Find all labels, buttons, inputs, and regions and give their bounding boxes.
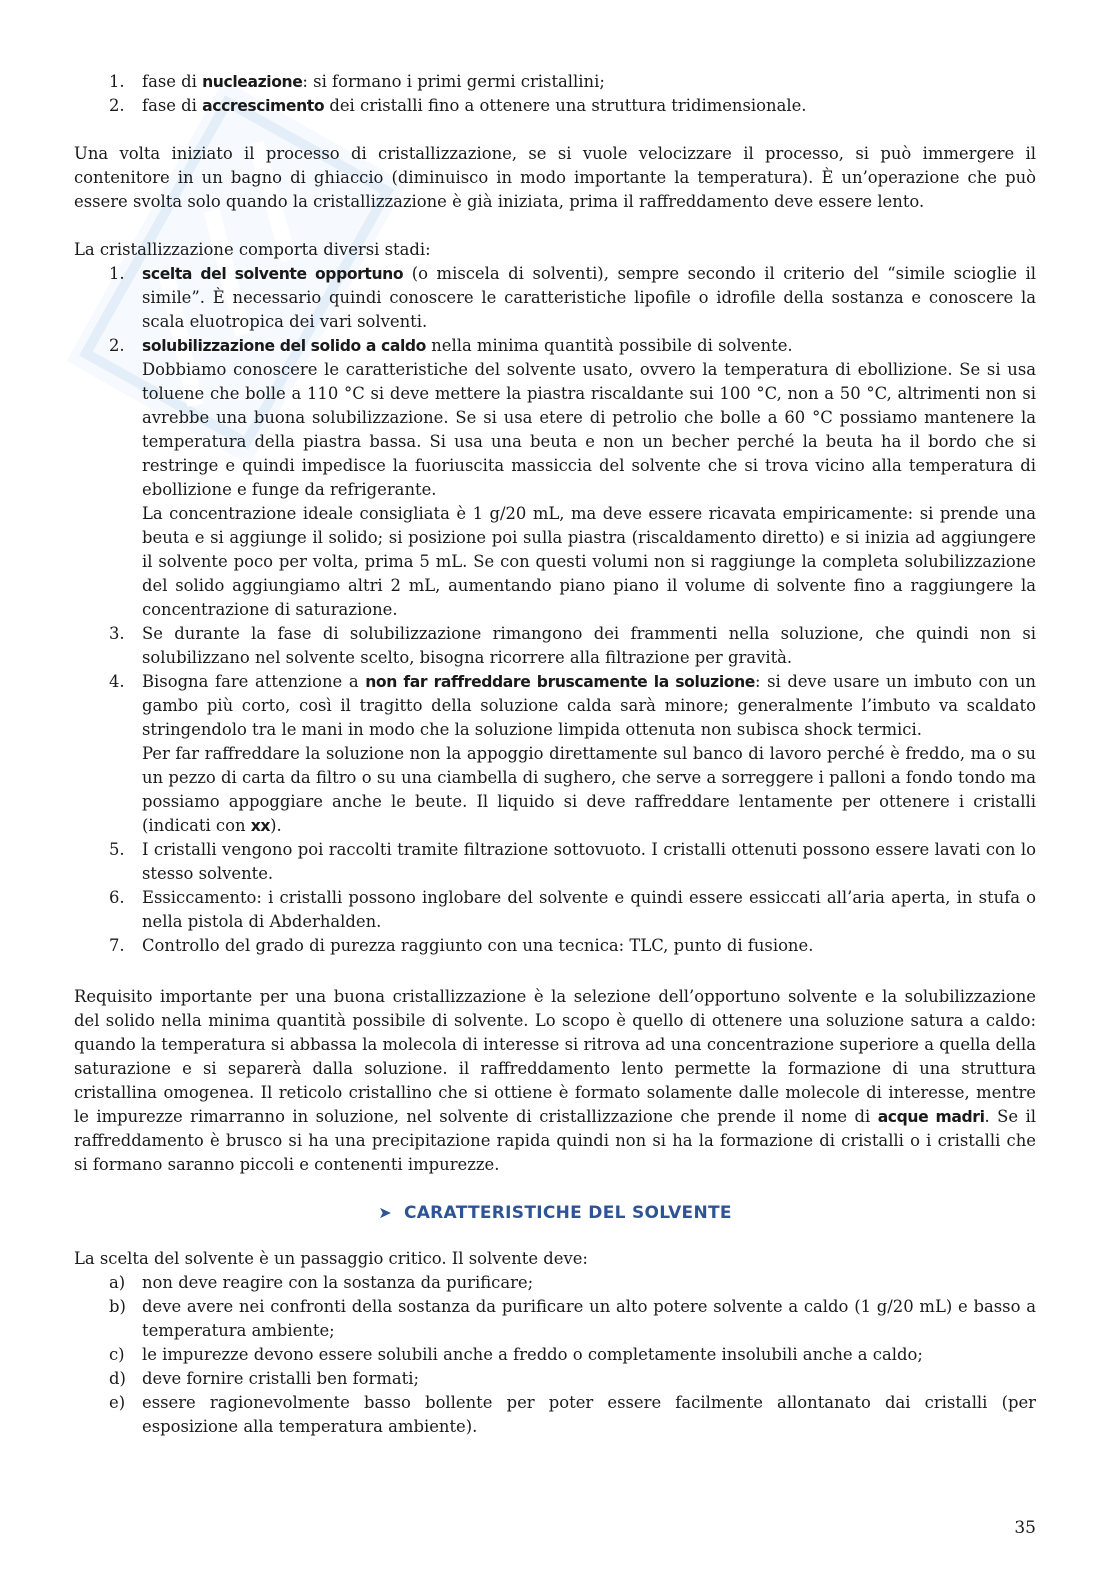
item-text: le impurezze devono essere solubili anche a freddo o completamente insolubili anche a caldo; bbox=[142, 1345, 923, 1364]
list-item bbox=[74, 670, 1036, 838]
section-title: CARATTERISTICHE DEL SOLVENTE bbox=[403, 1203, 732, 1223]
list-item bbox=[74, 1343, 1036, 1367]
paragraph-requisito bbox=[74, 985, 1036, 1177]
document-page bbox=[74, 70, 1036, 1439]
item-text: nella minima quantità possibile di solvente. bbox=[426, 336, 793, 355]
list-item bbox=[74, 70, 1036, 94]
list-letter: e) bbox=[109, 1393, 126, 1412]
paragraph-text: Requisito importante per una buona cristallizzazione è la selezione dell’opportuno solvente e la solubilizzazione del solido nella minima quantità possibile di solvente. Lo scopo è quello di ottenere una soluzione satura a caldo: quando la temperatura si abbassa la molecola di interesse si ritrova ad una concentrazione superiore a quella della saturazione e si separerà dalla soluzione. il raffreddamento lento permette la formazione di una struttura cristallina omogenea. Il reticolo cristallino che si ottiene è formato solamente dalle molecole di interesse, mentre le impurezze rimarranno in soluzione, nel solvente di cristallizzazione che prende il nome di bbox=[74, 987, 1036, 1126]
item-text: deve fornire cristalli ben formati; bbox=[142, 1369, 420, 1388]
item-text: dei cristalli fino a ottenere una struttura tridimensionale. bbox=[324, 96, 807, 115]
list-item bbox=[74, 94, 1036, 118]
item-text: fase di bbox=[142, 96, 203, 115]
phases-list bbox=[74, 70, 1036, 118]
list-item bbox=[74, 1295, 1036, 1343]
list-letter: c) bbox=[109, 1345, 125, 1364]
list-item bbox=[74, 1271, 1036, 1295]
item-text: Essiccamento: i cristalli possono inglobare del solvente e quindi essere essiccati all’aria aperta, in stufa o nella pistola di Abderhalden. bbox=[142, 888, 1036, 931]
item-text: fase di bbox=[142, 72, 203, 91]
keyword-scelta-solvente: scelta del solvente opportuno bbox=[142, 265, 404, 283]
list-letter: a) bbox=[109, 1273, 126, 1292]
section-heading bbox=[74, 1201, 1036, 1225]
item-text: : si deve usare un imbuto con un gambo più corto, così il tragitto della soluzione calda sarà minore; generalmente l’imbuto va scaldato stringendolo tra le mani in modo che la soluzione limpida ottenuta non subisca shock termici. bbox=[142, 672, 1036, 739]
page-number: 35 bbox=[1014, 1518, 1036, 1538]
list-number: 6. bbox=[109, 888, 125, 907]
item-text: I cristalli vengono poi raccolti tramite filtrazione sottovuoto. I cristalli ottenuti possono essere lavati con lo stesso solvente. bbox=[142, 840, 1036, 883]
solvent-requirements-list bbox=[74, 1271, 1036, 1439]
list-item bbox=[74, 334, 1036, 622]
item-text: Bisogna fare attenzione a bbox=[142, 672, 366, 691]
list-number: 2. bbox=[109, 336, 125, 355]
list-item bbox=[74, 886, 1036, 934]
item-text: Se durante la fase di solubilizzazione rimangono dei frammenti nella soluzione, che quindi non si solubilizzano nel solvente scelto, bisogna ricorrere alla filtrazione per gravità. bbox=[142, 624, 1036, 667]
list-letter: d) bbox=[109, 1369, 126, 1388]
list-number: 2. bbox=[109, 96, 125, 115]
list-number: 7. bbox=[109, 936, 125, 955]
item-text: essere ragionevolmente basso bollente per poter essere facilmente allontanato dai cristalli (per esposizione alla temperatura ambiente). bbox=[142, 1393, 1036, 1436]
list-number: 1. bbox=[109, 72, 125, 91]
item-paragraph: Dobbiamo conoscere le caratteristiche del solvente usato, ovvero la temperatura di ebollizione. Se si usa toluene che bolle a 110 °C si deve mettere la piastra riscaldante sui 100 °C, non a 50 °C, altrimenti non si avrebbe una buona solubilizzazione. Se si usa etere di petrolio che bolle a 60 °C possiamo mantenere la temperatura della piastra bassa. Si usa una beuta e non un becher perché la beuta ha il bordo che si restringe e quindi impedisce la fuoriuscita massiccia del solvente che si trova vicino alla temperatura di ebollizione e funge da refrigerante. bbox=[142, 360, 1036, 499]
list-number: 1. bbox=[109, 264, 125, 283]
list-number: 3. bbox=[109, 624, 125, 643]
list-item bbox=[74, 1391, 1036, 1439]
item-text: : si formano i primi germi cristallini; bbox=[302, 72, 605, 91]
list-item bbox=[74, 838, 1036, 886]
list-item bbox=[74, 1367, 1036, 1391]
arrow-bullet-icon: ➤ bbox=[378, 1203, 392, 1222]
stages-list bbox=[74, 262, 1036, 958]
item-paragraph: La concentrazione ideale consigliata è 1 g/20 mL, ma deve essere ricavata empiricamente: si prende una beuta e si aggiunge il solido; si posizione poi sulla piastra (riscaldamento diretto) e si inizia ad aggiungere il solvente poco per volta, prima 5 mL. Se con questi volumi non si raggiunge la completa solubilizzazione del solido aggiungiamo altri 2 mL, aumentando piano piano il volume di solvente fino a raggiungere la concentrazione di saturazione. bbox=[142, 504, 1036, 619]
keyword-solubilizzazione: solubilizzazione del solido a caldo bbox=[142, 337, 426, 355]
paragraph-ice-bath: Una volta iniziato il processo di cristallizzazione, se si vuole velocizzare il processo, si può immergere il contenitore in un bagno di ghiaccio (diminuisco in modo importante la temperatura). È un’operazione che può essere svolta solo quando la cristallizzazione è già iniziata, prima il raffreddamento deve essere lento. bbox=[74, 144, 1036, 211]
list-letter: b) bbox=[109, 1297, 126, 1316]
list-number: 4. bbox=[109, 672, 125, 691]
item-text: non deve reagire con la sostanza da purificare; bbox=[142, 1273, 534, 1292]
keyword-acque-madri: acque madri bbox=[877, 1108, 985, 1126]
item-text: (o miscela di solventi), sempre secondo il criterio del “simile scioglie il simile”. È necessario quindi conoscere le caratteristiche lipofile o idrofile della sostanza e conoscere la scala eluotropica dei vari solventi. bbox=[142, 264, 1036, 331]
list-number: 5. bbox=[109, 840, 125, 859]
item-text: Controllo del grado di purezza raggiunto con una tecnica: TLC, punto di fusione. bbox=[142, 936, 814, 955]
keyword-accrescimento: accrescimento bbox=[202, 97, 325, 115]
solvent-intro: La scelta del solvente è un passaggio critico. Il solvente deve: bbox=[74, 1249, 588, 1268]
keyword-nucleazione: nucleazione bbox=[202, 73, 303, 91]
item-text: deve avere nei confronti della sostanza da purificare un alto potere solvente a caldo (1 g/20 mL) e basso a temperatura ambiente; bbox=[142, 1297, 1036, 1340]
list-item bbox=[74, 262, 1036, 334]
item-text: Per far raffreddare la soluzione non la appoggio direttamente sul banco di lavoro perché è freddo, ma o su un pezzo di carta da filtro o su una ciambella di sughero, che serve a sorreggere i palloni a fondo tondo ma possiamo appoggiare anche le beute. Il liquido si deve raffreddare lentamente per ottenere i cristalli (indicati con bbox=[142, 744, 1036, 835]
list-item bbox=[74, 622, 1036, 670]
keyword-xx: xx bbox=[250, 817, 271, 835]
list-item bbox=[74, 934, 1036, 958]
paragraph-text: . Se il raffreddamento è brusco si ha una precipitazione rapida quindi non si ha la formazione di cristalli o i cristalli che si formano saranno piccoli e contenenti impurezze. bbox=[74, 1107, 1037, 1174]
stages-intro: La cristallizzazione comporta diversi stadi: bbox=[74, 240, 431, 259]
keyword-raffreddamento: non far raffreddare bruscamente la soluzione bbox=[365, 673, 755, 691]
item-text: ). bbox=[270, 816, 282, 835]
